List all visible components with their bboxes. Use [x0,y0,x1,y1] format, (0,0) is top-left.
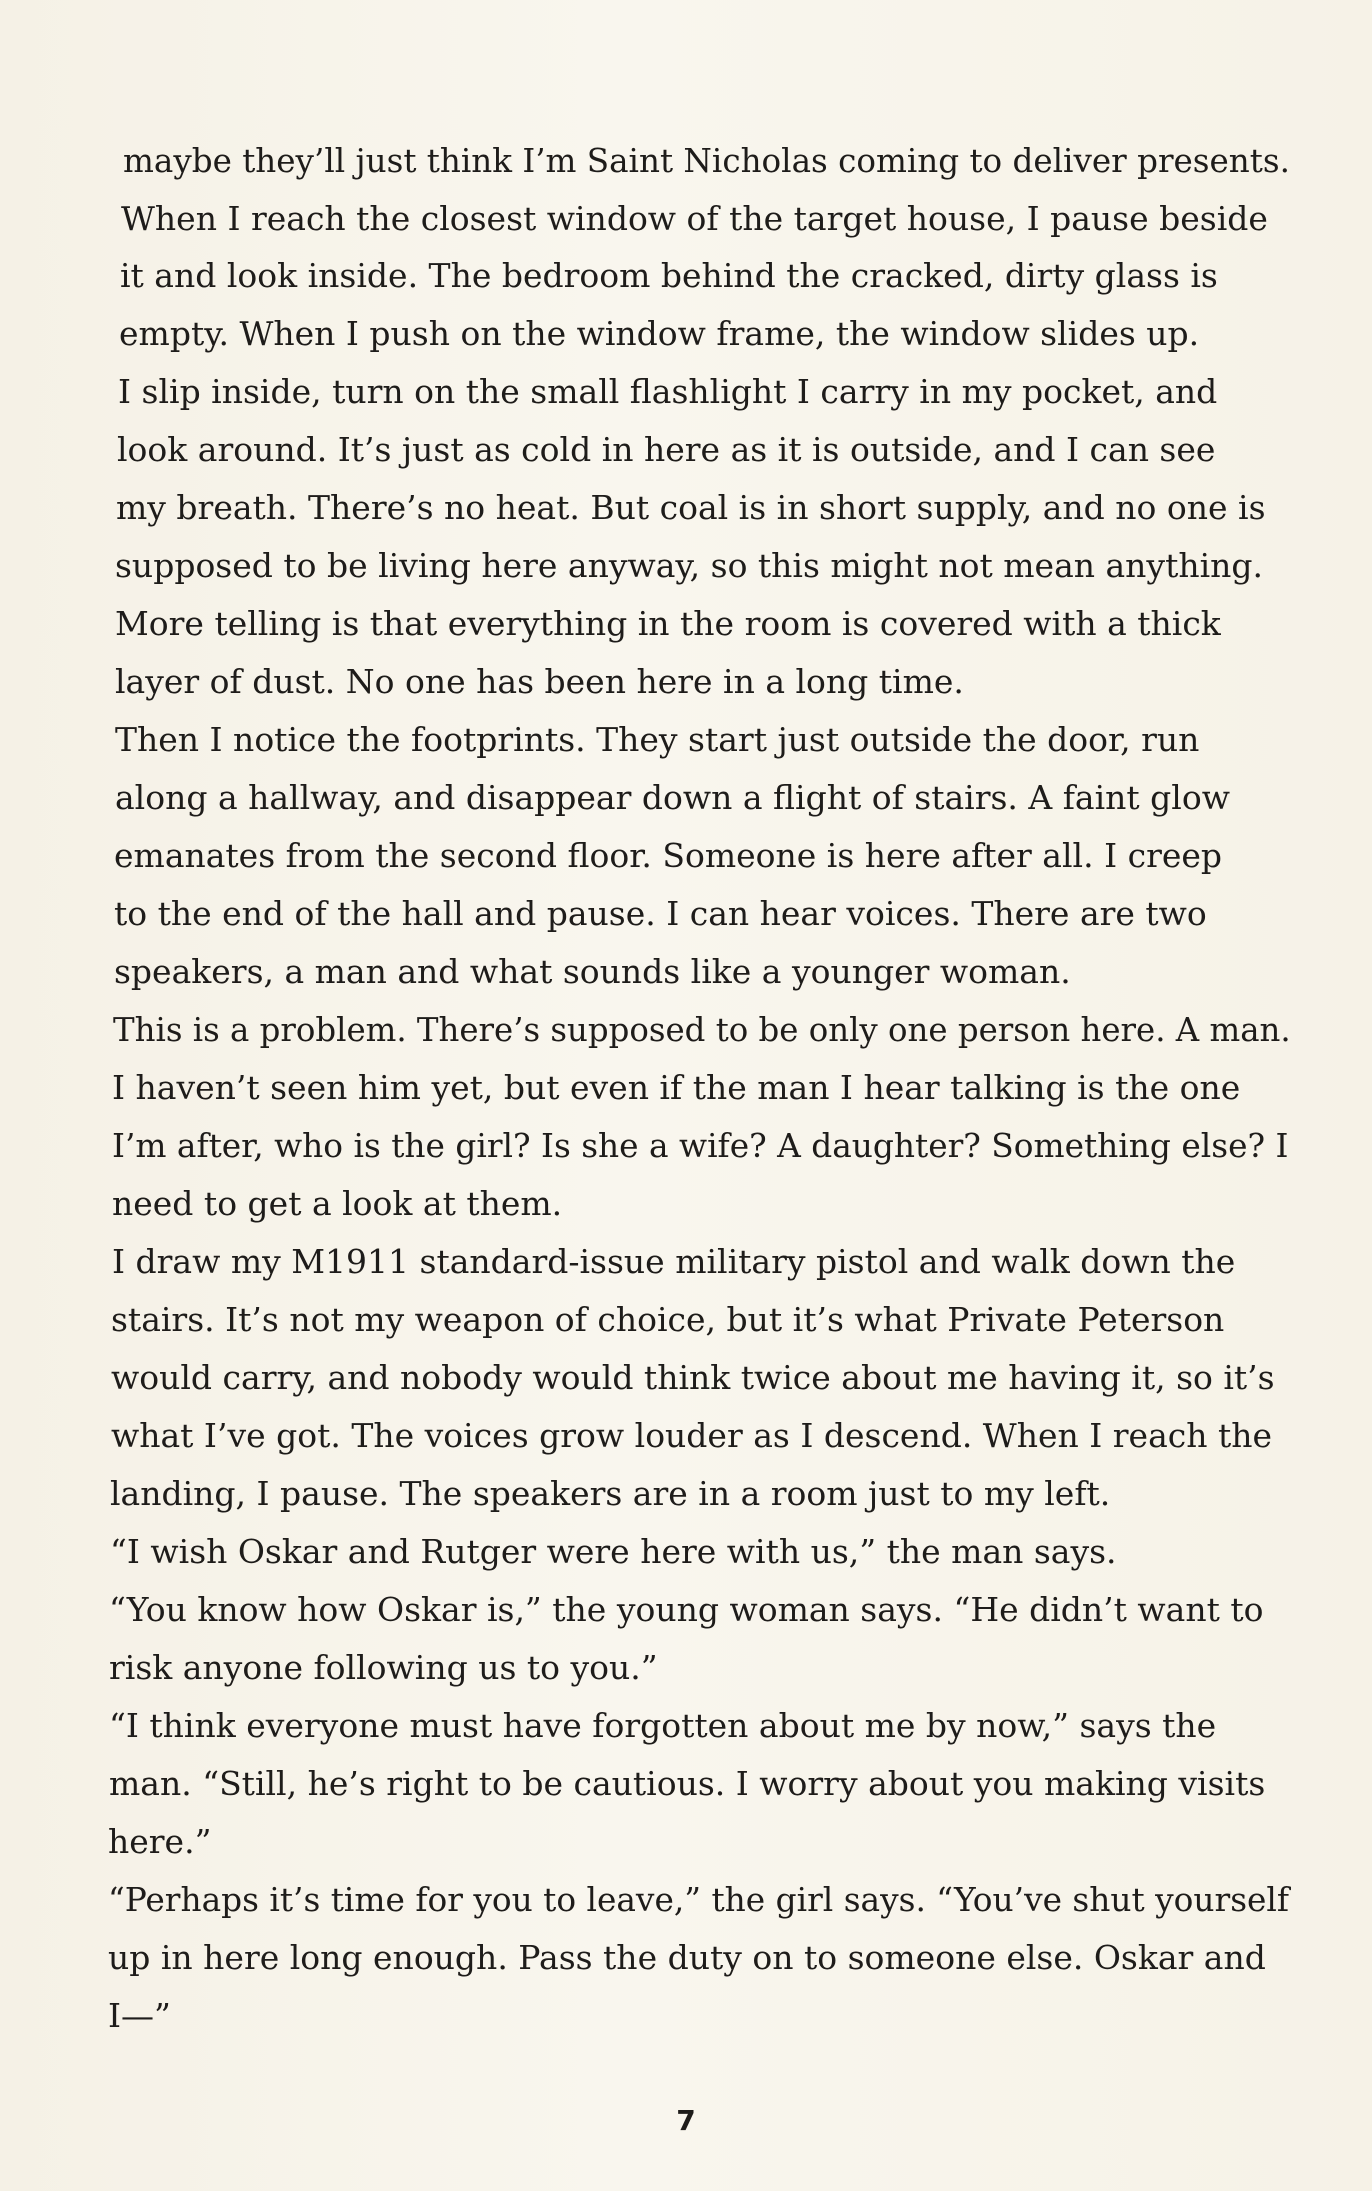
text-line: up in here long enough. Pass the duty on to someone else. Oskar and [108,1938,1266,1977]
page-number: 7 [676,2104,696,2137]
text-line: Then I notice the footprints. They start just outside the door, run [115,720,1200,759]
text-line: When I reach the closest window of the target house, I pause beside [121,199,1268,238]
text-line: maybe they’ll just think I’m Saint Nicholas coming to deliver presents. [123,142,1290,180]
text-line: This is a problem. There’s supposed to be only one person here. A man. [113,1011,1291,1049]
text-line: supposed to be living here anyway, so this might not mean anything. [115,546,1264,585]
text-line: More telling is that everything in the room is covered with a thick [115,604,1221,643]
text-line: “I think everyone must have forgotten about me by now,” says the [109,1706,1217,1745]
text-line: my breath. There’s no heat. But coal is in short supply, and no one is [116,488,1266,527]
text-line: “I wish Oskar and Rutger were here with us,” the man says. [110,1532,1117,1571]
text-line: along a hallway, and disappear down a flight of stairs. A faint glow [115,778,1230,817]
text-line: layer of dust. No one has been here in a long time. [115,662,964,701]
text-line: I draw my M1911 standard-issue military pistol and walk down the [112,1242,1236,1281]
text-line: empty. When I push on the window frame, the window slides up. [119,314,1200,353]
text-line: “Perhaps it’s time for you to leave,” the girl says. “You’ve shut yourself [108,1881,1290,1919]
text-line: need to get a look at them. [112,1184,563,1223]
text-line: stairs. It’s not my weapon of choice, but it’s what Private Peterson [111,1300,1225,1339]
text-line: I—” [108,1996,171,2035]
text-line: landing, I pause. The speakers are in a room just to my left. [110,1474,1111,1513]
text-line: look around. It’s just as cold in here as it is outside, and I can see [117,430,1216,469]
text-line: here.” [108,1822,212,1861]
text-line: would carry, and nobody would think twice about me having it, so it’s [111,1358,1275,1397]
text-line: speakers, a man and what sounds like a younger woman. [114,952,1071,991]
text-line: to the end of the hall and pause. I can hear voices. There are two [114,894,1207,933]
text-line: I’m after, who is the girl? Is she a wife? A daughter? Something else? I [112,1127,1289,1165]
text-line: risk anyone following us to you.” [109,1648,658,1687]
text-line: I slip inside, turn on the small flashlight I carry in my pocket, and [118,372,1218,411]
text-line: I haven’t seen him yet, but even if the man I hear talking is the one [112,1068,1241,1107]
text-line: “You know how Oskar is,” the young woman says. “He didn’t want to [109,1590,1264,1629]
text-line: man. “Still, he’s right to be cautious. I worry about you making visits [109,1764,1266,1803]
text-line: emanates from the second floor. Someone is here after all. I creep [114,836,1223,875]
text-line: it and look inside. The bedroom behind the cracked, dirty glass is [120,256,1218,295]
text-line: what I’ve got. The voices grow louder as I descend. When I reach the [111,1416,1273,1455]
